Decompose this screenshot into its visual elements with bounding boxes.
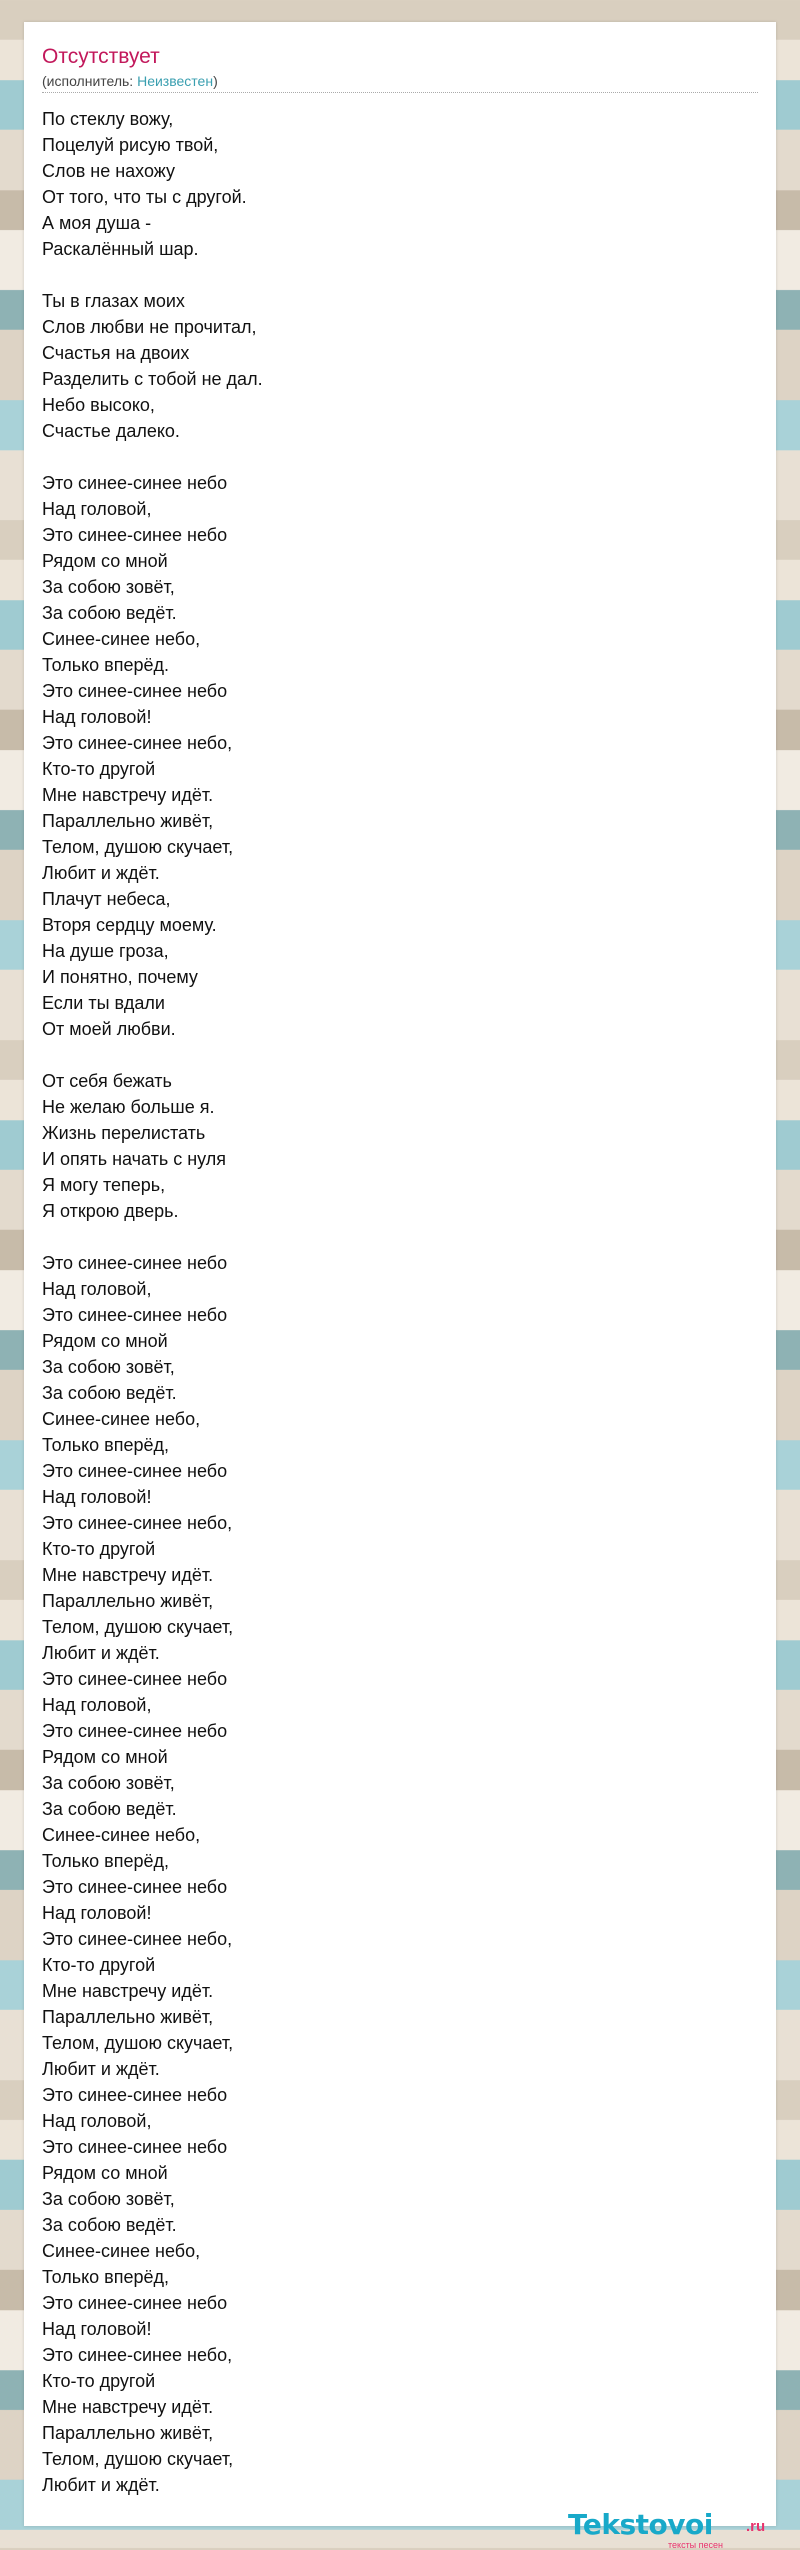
lyric-line: Это синее-синее небо [42, 525, 228, 545]
lyric-line: Мне навстречу идёт. [42, 1981, 214, 2001]
lyric-line: Счастья на двоих [42, 343, 190, 363]
lyric-line: От того, что ты с другой. [42, 187, 247, 207]
lyric-line: Это синее-синее небо [42, 2137, 228, 2157]
lyric-line: Поцелуй рисую твой, [42, 135, 219, 155]
lyric-line: Это синее-синее небо [42, 1305, 228, 1325]
lyric-line: Над головой, [42, 1695, 152, 1715]
lyric-line: Это синее-синее небо [42, 681, 228, 701]
lyric-line: За собою ведёт. [42, 603, 177, 623]
lyric-line: Это синее-синее небо [42, 1669, 228, 1689]
lyrics-card [24, 22, 776, 2526]
lyric-line: За собою ведёт. [42, 1383, 177, 1403]
lyric-line: Ты в глазах моих [42, 291, 185, 311]
lyric-line: Параллельно живёт, [42, 2423, 214, 2443]
lyric-line: Вторя сердцу моему. [42, 915, 217, 935]
lyric-line: Жизнь перелистать [42, 1123, 206, 1143]
lyric-line: Параллельно живёт, [42, 2007, 214, 2027]
lyric-line: Телом, душою скучает, [42, 2449, 234, 2469]
lyric-line: Небо высоко, [42, 395, 155, 415]
lyric-line: Любит и ждёт. [42, 1643, 160, 1663]
artist-suffix: ) [213, 73, 218, 89]
lyric-line: Рядом со мной [42, 1747, 168, 1767]
logo-domain: .ru [746, 2518, 766, 2535]
lyric-line: Рядом со мной [42, 551, 168, 571]
lyric-line: Это синее-синее небо [42, 2085, 228, 2105]
lyric-line: Только вперёд, [42, 1851, 170, 1871]
lyric-line: Слов не нахожу [42, 161, 176, 181]
lyric-line: Не желаю больше я. [42, 1097, 215, 1117]
lyric-line: Кто-то другой [42, 1539, 156, 1559]
lyric-line: Любит и ждёт. [42, 863, 160, 883]
lyric-line: От себя бежать [42, 1071, 172, 1091]
lyric-line: За собою ведёт. [42, 1799, 177, 1819]
lyric-line: Над головой! [42, 1903, 152, 1923]
stanza-break [42, 444, 742, 470]
lyric-line: Это синее-синее небо [42, 1721, 228, 1741]
artist-link[interactable]: Неизвестен [137, 73, 214, 89]
lyric-line: Это синее-синее небо [42, 2293, 228, 2313]
lyric-line: За собою зовёт, [42, 1357, 175, 1377]
lyric-line: Мне навстречу идёт. [42, 2397, 214, 2417]
lyric-line: И понятно, почему [42, 967, 198, 987]
lyric-line: За собою зовёт, [42, 1773, 175, 1793]
lyric-line: Кто-то другой [42, 1955, 156, 1975]
artist-prefix: (исполнитель: [42, 73, 138, 89]
lyric-line: Рядом со мной [42, 1331, 168, 1351]
lyric-line: Это синее-синее небо, [42, 733, 233, 753]
lyric-line: Параллельно живёт, [42, 811, 214, 831]
lyric-line: Это синее-синее небо [42, 1461, 228, 1481]
lyric-line: Синее-синее небо, [42, 2241, 201, 2261]
lyric-line: Это синее-синее небо [42, 1877, 228, 1897]
lyric-line: Это синее-синее небо, [42, 2345, 233, 2365]
title-divider [42, 92, 758, 93]
lyric-line: Телом, душою скучает, [42, 837, 234, 857]
lyrics-text [42, 106, 742, 2498]
lyric-line: Над головой! [42, 707, 152, 727]
stanza-break [42, 1224, 742, 1250]
lyric-line: Над головой, [42, 1279, 152, 1299]
lyric-line: Телом, душою скучает, [42, 2033, 234, 2053]
lyric-line: Синее-синее небо, [42, 1409, 201, 1429]
lyric-line: За собою ведёт. [42, 2215, 177, 2235]
lyric-line: И опять начать с нуля [42, 1149, 227, 1169]
song-title: Отсутствует [42, 45, 160, 68]
lyric-line: Это синее-синее небо, [42, 1513, 233, 1533]
site-logo[interactable] [568, 2508, 778, 2550]
lyric-line: Синее-синее небо, [42, 629, 201, 649]
lyric-line: Кто-то другой [42, 759, 156, 779]
lyric-line: Параллельно живёт, [42, 1591, 214, 1611]
lyric-line: Счастье далеко. [42, 421, 180, 441]
lyric-line: Только вперёд, [42, 1435, 170, 1455]
artist-line [42, 72, 218, 90]
stanza-break [42, 1042, 742, 1068]
lyric-line: Если ты вдали [42, 993, 165, 1013]
lyric-line: Это синее-синее небо [42, 1253, 228, 1273]
lyric-line: Мне навстречу идёт. [42, 1565, 214, 1585]
lyric-line: Только вперёд. [42, 655, 170, 675]
lyric-line: Я могу теперь, [42, 1175, 166, 1195]
lyric-line: Раскалённый шар. [42, 239, 199, 259]
lyric-line: Мне навстречу идёт. [42, 785, 214, 805]
lyric-line: Над головой! [42, 1487, 152, 1507]
lyric-line: На душе гроза, [42, 941, 169, 961]
lyric-line: Синее-синее небо, [42, 1825, 201, 1845]
lyric-line: Кто-то другой [42, 2371, 156, 2391]
lyric-line: Любит и ждёт. [42, 2475, 160, 2495]
lyric-line: За собою зовёт, [42, 2189, 175, 2209]
lyric-line: Рядом со мной [42, 2163, 168, 2183]
logo-wordmark: Tekstovoi [568, 2508, 713, 2541]
logo-tagline: тексты песен [668, 2540, 724, 2550]
lyric-line: От моей любви. [42, 1019, 176, 1039]
stanza-break [42, 262, 742, 288]
lyric-line: Слов любви не прочитал, [42, 317, 257, 337]
lyric-line: Плачут небеса, [42, 889, 171, 909]
lyric-line: Это синее-синее небо, [42, 1929, 233, 1949]
lyric-line: По стеклу вожу, [42, 109, 174, 129]
lyric-line: Над головой, [42, 2111, 152, 2131]
lyric-line: За собою зовёт, [42, 577, 175, 597]
lyric-line: Над головой! [42, 2319, 152, 2339]
lyric-line: Только вперёд, [42, 2267, 170, 2287]
lyric-line: Я открою дверь. [42, 1201, 179, 1221]
lyric-line: Разделить с тобой не дал. [42, 369, 263, 389]
lyric-line: Над головой, [42, 499, 152, 519]
lyric-line: А моя душа - [42, 213, 152, 233]
lyric-line: Любит и ждёт. [42, 2059, 160, 2079]
lyric-line: Это синее-синее небо [42, 473, 228, 493]
lyric-line: Телом, душою скучает, [42, 1617, 234, 1637]
